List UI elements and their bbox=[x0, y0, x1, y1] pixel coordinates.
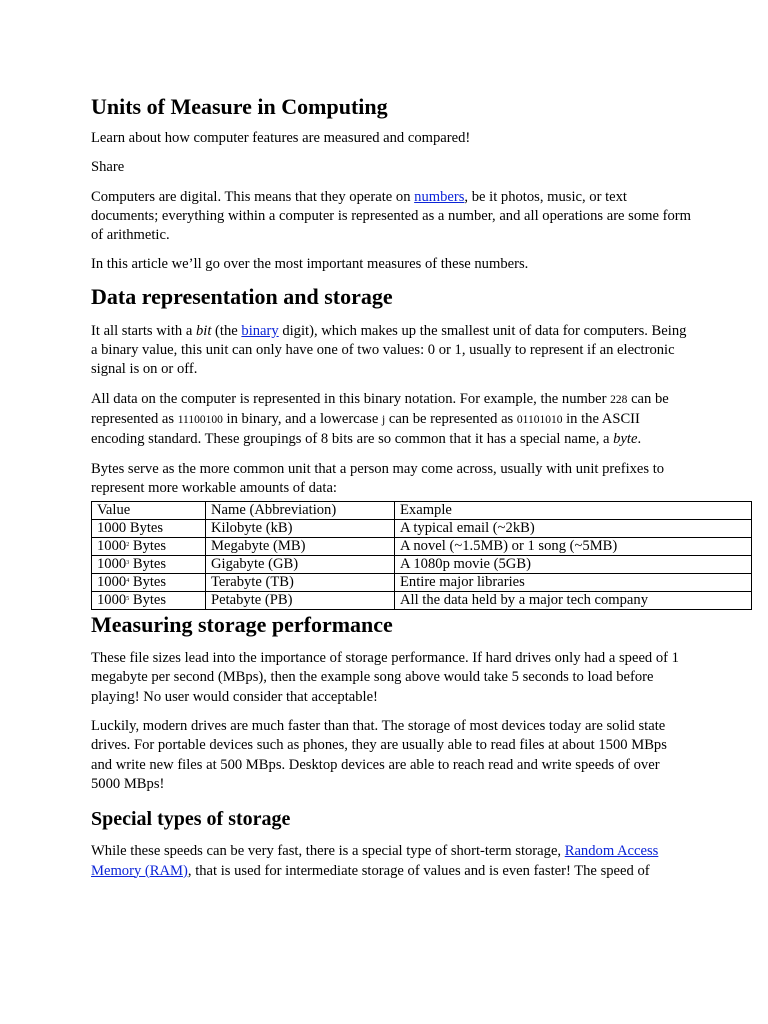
table-row bbox=[92, 538, 752, 556]
section-heading-data-representation: Data representation and storage bbox=[91, 283, 393, 309]
section-heading-storage-performance: Measuring storage performance bbox=[91, 612, 393, 638]
table-header-row bbox=[92, 502, 752, 520]
table-cell-name: Megabyte (MB) bbox=[206, 538, 395, 556]
performance-paragraph-1: These file sizes lead into the importance of storage performance. If hard drives only had a speed of 1 megabyte per second (MBps), then the example song above would take 5 seconds to load before playing! No user would consider that acceptable! bbox=[91, 650, 679, 705]
article bbox=[91, 90, 691, 881]
units-table bbox=[91, 501, 752, 610]
binary-paragraph: All data on the computer is represented in this binary notation. For example, the number 228 can be represented as 11100100 in binary, and a lowercase j can be represented as 01101010 in the ASCII encoding standard. These groupings of 8 bits are so common that it has a special name, a byte. bbox=[91, 390, 669, 448]
table-cell-example: Entire major libraries bbox=[395, 574, 752, 592]
table-row bbox=[92, 556, 752, 574]
table-header-cell: Example bbox=[395, 502, 752, 520]
table-row bbox=[92, 592, 752, 610]
numbers-link[interactable]: numbers bbox=[414, 188, 465, 205]
ram-paragraph: While these speeds can be very fast, there is a special type of short-term storage, Random Access Memory (RAM), that is used for intermediate storage of values and is even faster! The speed of bbox=[91, 843, 659, 879]
table-cell-value: 1000$^4$ Bytes bbox=[92, 574, 206, 592]
bit-paragraph: It all starts with a bit (the binary digit), which makes up the smallest unit of data for computers. Being a binary value, this unit can only have one of two values: 0 or 1, usually to represent if an electronic signal is on or off. bbox=[91, 322, 687, 378]
table-cell-example: A novel (~1.5MB) or 1 song (~5MB) bbox=[395, 538, 752, 556]
bytes-paragraph: Bytes serve as the more common unit that a person may come across, usually with unit prefixes to represent more workable amounts of data: bbox=[91, 460, 665, 496]
performance-paragraph-2: Luckily, modern drives are much faster than that. The storage of most devices today are solid state drives. For portable devices such as phones, they are usually able to read files at about 1500 MBps and write new files at 500 MBps. Desktop devices are able to reach read and write speeds of over 5000 MBps! bbox=[91, 718, 667, 792]
table-cell-value: 1000$^3$ Bytes bbox=[92, 556, 206, 574]
table-cell-name: Terabyte (TB) bbox=[206, 574, 395, 592]
intro-paragraph-2: In this article we’ll go over the most important measures of these numbers. bbox=[91, 256, 529, 273]
binary-link[interactable]: binary bbox=[241, 322, 279, 339]
table-header-cell: Name (Abbreviation) bbox=[206, 502, 395, 520]
table-cell-example: All the data held by a major tech company bbox=[395, 592, 752, 610]
table-row bbox=[92, 520, 752, 538]
page-title: Units of Measure in Computing bbox=[91, 94, 388, 119]
table-cell-example: A typical email (~2kB) bbox=[395, 520, 752, 538]
table-row bbox=[92, 574, 752, 592]
share-link[interactable]: Share bbox=[91, 159, 125, 176]
table-cell-name: Kilobyte (kB) bbox=[206, 520, 395, 538]
table-cell-name: Petabyte (PB) bbox=[206, 592, 395, 610]
subtitle: Learn about how computer features are measured and compared! bbox=[91, 130, 471, 146]
table-cell-example: A 1080p movie (5GB) bbox=[395, 556, 752, 574]
table-cell-value: 1000$^2$ Bytes bbox=[92, 538, 206, 556]
table-cell-value: 1000$^5$ Bytes bbox=[92, 592, 206, 610]
table-cell-value: 1000 Bytes bbox=[92, 520, 206, 538]
section-heading-special-storage: Special types of storage bbox=[91, 808, 291, 831]
table-cell-name: Gigabyte (GB) bbox=[206, 556, 395, 574]
ram-link[interactable]: Random Access Memory (RAM) bbox=[91, 843, 659, 879]
table-header-cell: Value bbox=[92, 502, 206, 520]
intro-paragraph: Computers are digital. This means that they operate on numbers, be it photos, music, or text documents; everything within a computer is represented as a number, and all operations are some form of arithmetic. bbox=[91, 188, 692, 244]
